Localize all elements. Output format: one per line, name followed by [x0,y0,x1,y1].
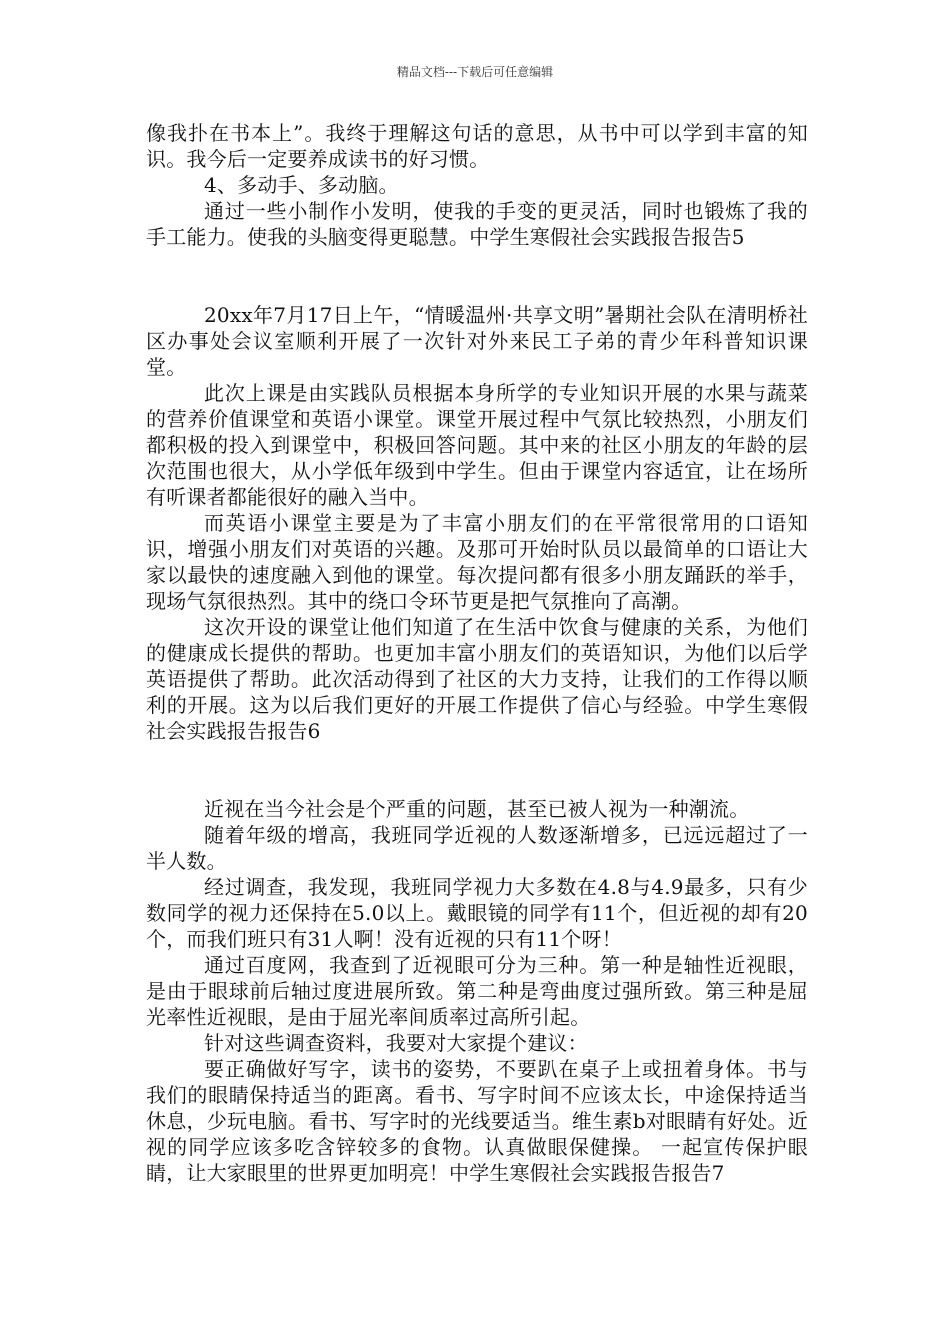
paragraph: 针对这些调查资料，我要对大家提个建议： [204,1031,588,1055]
paragraph: 这次开设的课堂让他们知道了在生活中饮食与健康的关系，为他们的健康成长提供的帮助。也更加丰富小朋友们的英语知识，为他们以后学英语提供了帮助。此次活动得到了社区的大力支持，让我们的工作得以顺利的开展。这为以后我们更好的开展工作提供了信心与经验。中学生寒假社会实践报告报告6 [146,615,808,743]
paragraph: 近视在当今社会是个严重的问题，甚至已被人视为一种潮流。 [204,797,750,821]
section-gap [146,250,808,302]
section-gap [146,744,808,796]
paragraph: 4、多动手、多动脑。 [204,173,399,197]
paragraph: 此次上课是由实践队员根据本身所学的专业知识开展的水果与蔬菜的营养价值课堂和英语小课堂。课堂开展过程中气氛比较热烈，小朋友们都积极的投入到课堂中，积极回答问题。其中来的社区小朋友的年龄的层次范围也很大，从小学低年级到中学生。但由于课堂内容适宜，让在场所有听课者都能很好的融入当中。 [146,381,808,509]
paragraph: 随着年级的增高，我班同学近视的人数逐渐增多，已远远超过了一半人数。 [146,823,808,873]
document-body [146,120,808,1186]
paragraph: 像我扑在书本上”。我终于理解这句话的意思，从书中可以学到丰富的知识。我今后一定要养成读书的好习惯。 [146,121,808,171]
paragraph: 20xx年7月17日上午，“情暖温州·共享文明”暑期社会队在清明桥社区办事处会议室顺利开展了一次针对外来民工子弟的青少年科普知识课堂。 [146,303,808,379]
paragraph: 经过调查，我发现，我班同学视力大多数在4.8与4.9最多，只有少数同学的视力还保持在5.0以上。戴眼镜的同学有11个，但近视的却有20个，而我们班只有31人啊！没有近视的只有11个呀！ [146,875,808,951]
paragraph: 通过一些小制作小发明，使我的手变的更灵活，同时也锻炼了我的手工能力。使我的头脑变得更聪慧。中学生寒假社会实践报告报告5 [146,199,808,249]
paragraph: 而英语小课堂主要是为了丰富小朋友们的在平常很常用的口语知识，增强小朋友们对英语的兴趣。及那可开始时队员以最简单的口语让大家以最快的速度融入到他的课堂。每次提问都有很多小朋友踊跃的举手，现场气氛很热烈。其中的绕口令环节更是把气氛推向了高潮。 [146,511,808,613]
page-header: 精品文档---下载后可任意编辑 [396,65,554,79]
paragraph: 要正确做好写字，读书的姿势，不要趴在桌子上或扭着身体。书与我们的眼睛保持适当的距离。看书、写字时间不应该太长，中途保持适当休息，少玩电脑。看书、写字时的光线要适当。维生素b对眼睛有好处。近视的同学应该多吃含锌较多的食物。认真做眼保健操。 一起宣传保护眼睛，让大家眼里的世界更加明亮！中学生寒假社会实践报告报告7 [146,1057,808,1185]
paragraph: 通过百度网，我查到了近视眼可分为三种。第一种是轴性近视眼，是由于眼球前后轴过度进展所致。第二种是弯曲度过强所致。第三种是屈光率性近视眼，是由于屈光率间质率过高所引起。 [146,953,808,1029]
